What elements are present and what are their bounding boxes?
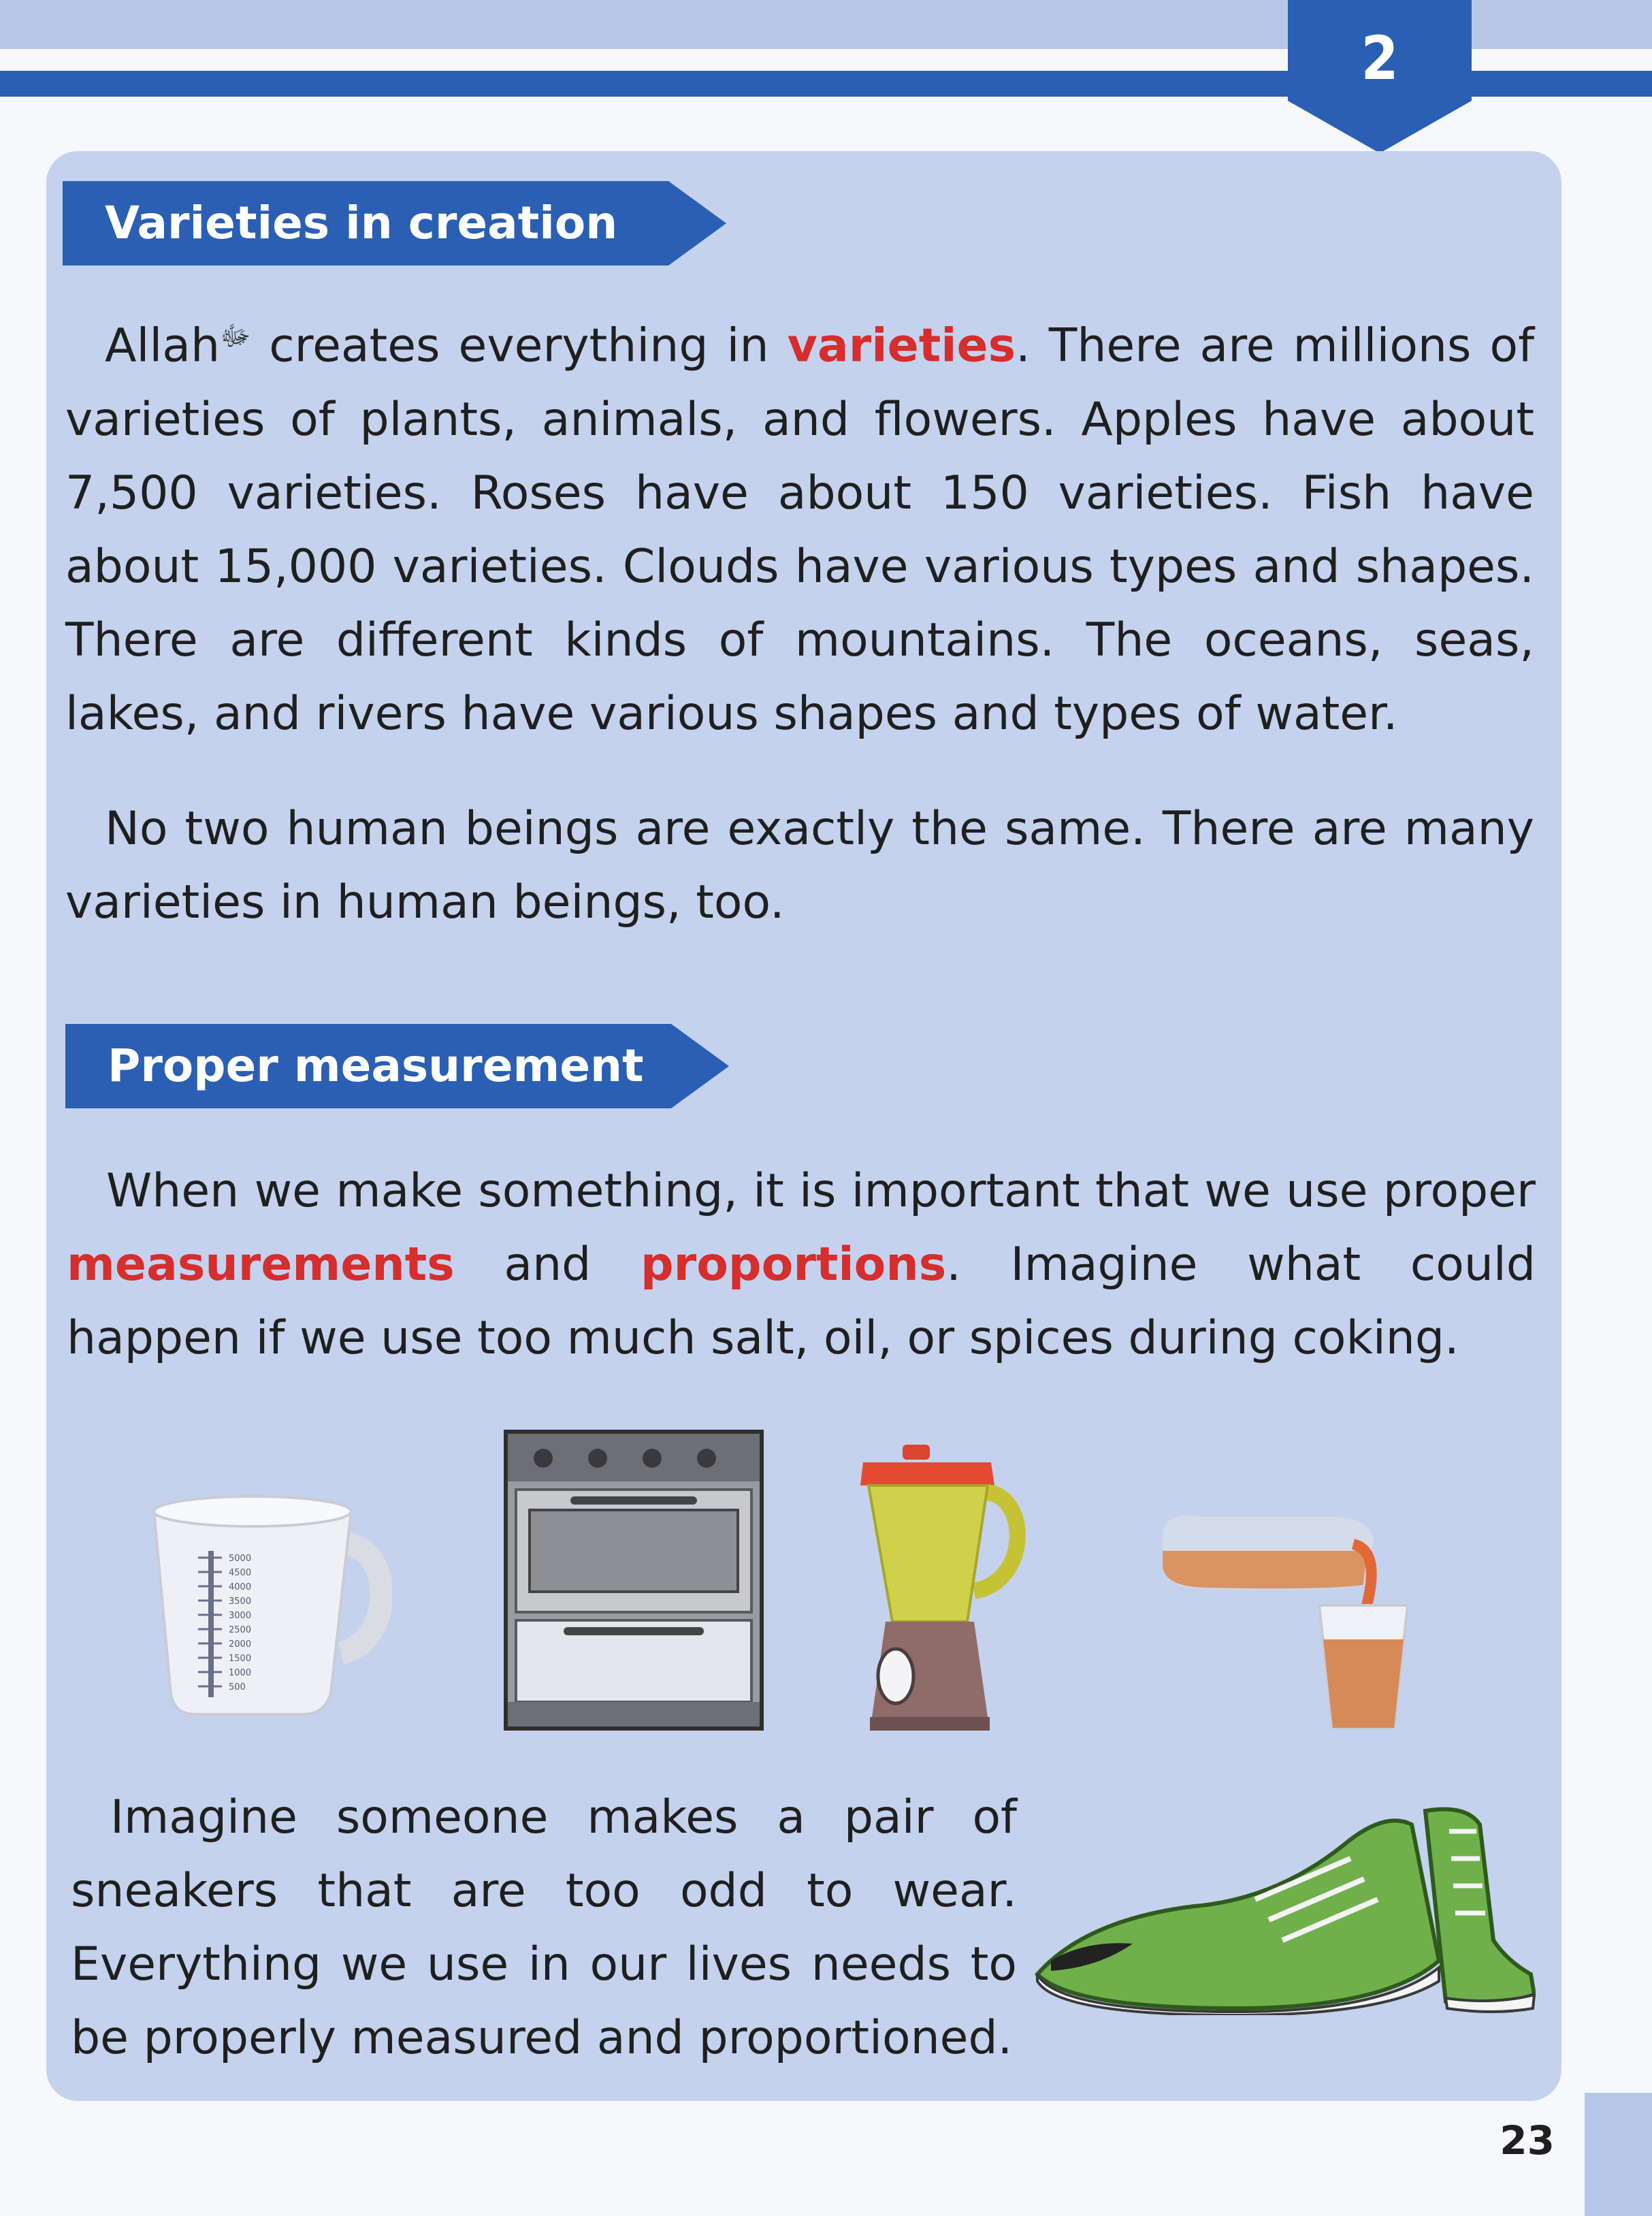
section-banner-measurement — [65, 1024, 732, 1108]
text: Imagine someone makes a pair of sneakers that are too odd to wear. Everything we use in our lives needs to be properly measured and proportioned. — [71, 1791, 1017, 2065]
chapter-number: 2 — [1361, 23, 1399, 93]
cup-tick-label: 4500 — [229, 1568, 252, 1578]
cup-tick-label: 1000 — [229, 1668, 252, 1678]
cup-tick-label: 3500 — [229, 1596, 252, 1607]
highlight-varieties: varieties — [787, 319, 1016, 373]
text: Allah — [105, 319, 221, 373]
paragraph-varieties-1 — [65, 300, 1534, 751]
cup-tick-label: 2500 — [229, 1625, 252, 1635]
text: and — [454, 1238, 641, 1291]
cup-tick-label: 4000 — [229, 1582, 252, 1592]
text: . Imagine what could happen if we use too much salt, oil, or spices during coking. — [67, 1238, 1536, 1365]
cup-tick-label: 1500 — [229, 1654, 252, 1664]
measuring-cup-icon — [140, 1490, 392, 1721]
sneakers-icon — [1031, 1804, 1536, 2015]
highlight-proportions: proportions — [641, 1238, 947, 1291]
cup-tick-label: 500 — [229, 1682, 246, 1692]
section-heading: Proper measurement — [108, 1040, 644, 1092]
honorific-glyph: ﷻ — [220, 321, 251, 352]
chapter-tab — [1288, 0, 1472, 157]
pouring-juice-icon — [1163, 1510, 1414, 1735]
text: No two human beings are exactly the same. There are many varieties in human beings, too. — [65, 802, 1534, 929]
oven-icon — [502, 1428, 765, 1732]
highlight-measurements: measurements — [67, 1238, 455, 1291]
cup-tick-label: 3000 — [229, 1611, 252, 1621]
section-heading: Varieties in creation — [105, 197, 618, 249]
blender-icon — [855, 1445, 1032, 1737]
paragraph-measurement-2 — [71, 1781, 1017, 2075]
cup-tick-label: 2000 — [229, 1639, 252, 1650]
corner-block — [1585, 2093, 1652, 2216]
paragraph-varieties-2 — [65, 792, 1534, 940]
text: . There are millions of varieties of plants, animals, and flowers. Apples have about 7,500 varieties. Roses have about 150 varieties. Fish have about 15,000 varieties. Clouds have various types and shapes. There are different kinds of mountains. The oceans, seas, lakes, and rivers have various shapes and types of water. — [65, 319, 1535, 741]
text: creates everything in — [250, 319, 788, 373]
paragraph-measurement-1 — [67, 1155, 1536, 1375]
page-number: 23 — [1500, 2117, 1555, 2164]
section-banner-varieties — [63, 181, 730, 266]
cup-tick-label: 5000 — [229, 1554, 252, 1564]
text: When we make something, it is important that we use proper — [106, 1164, 1536, 1218]
